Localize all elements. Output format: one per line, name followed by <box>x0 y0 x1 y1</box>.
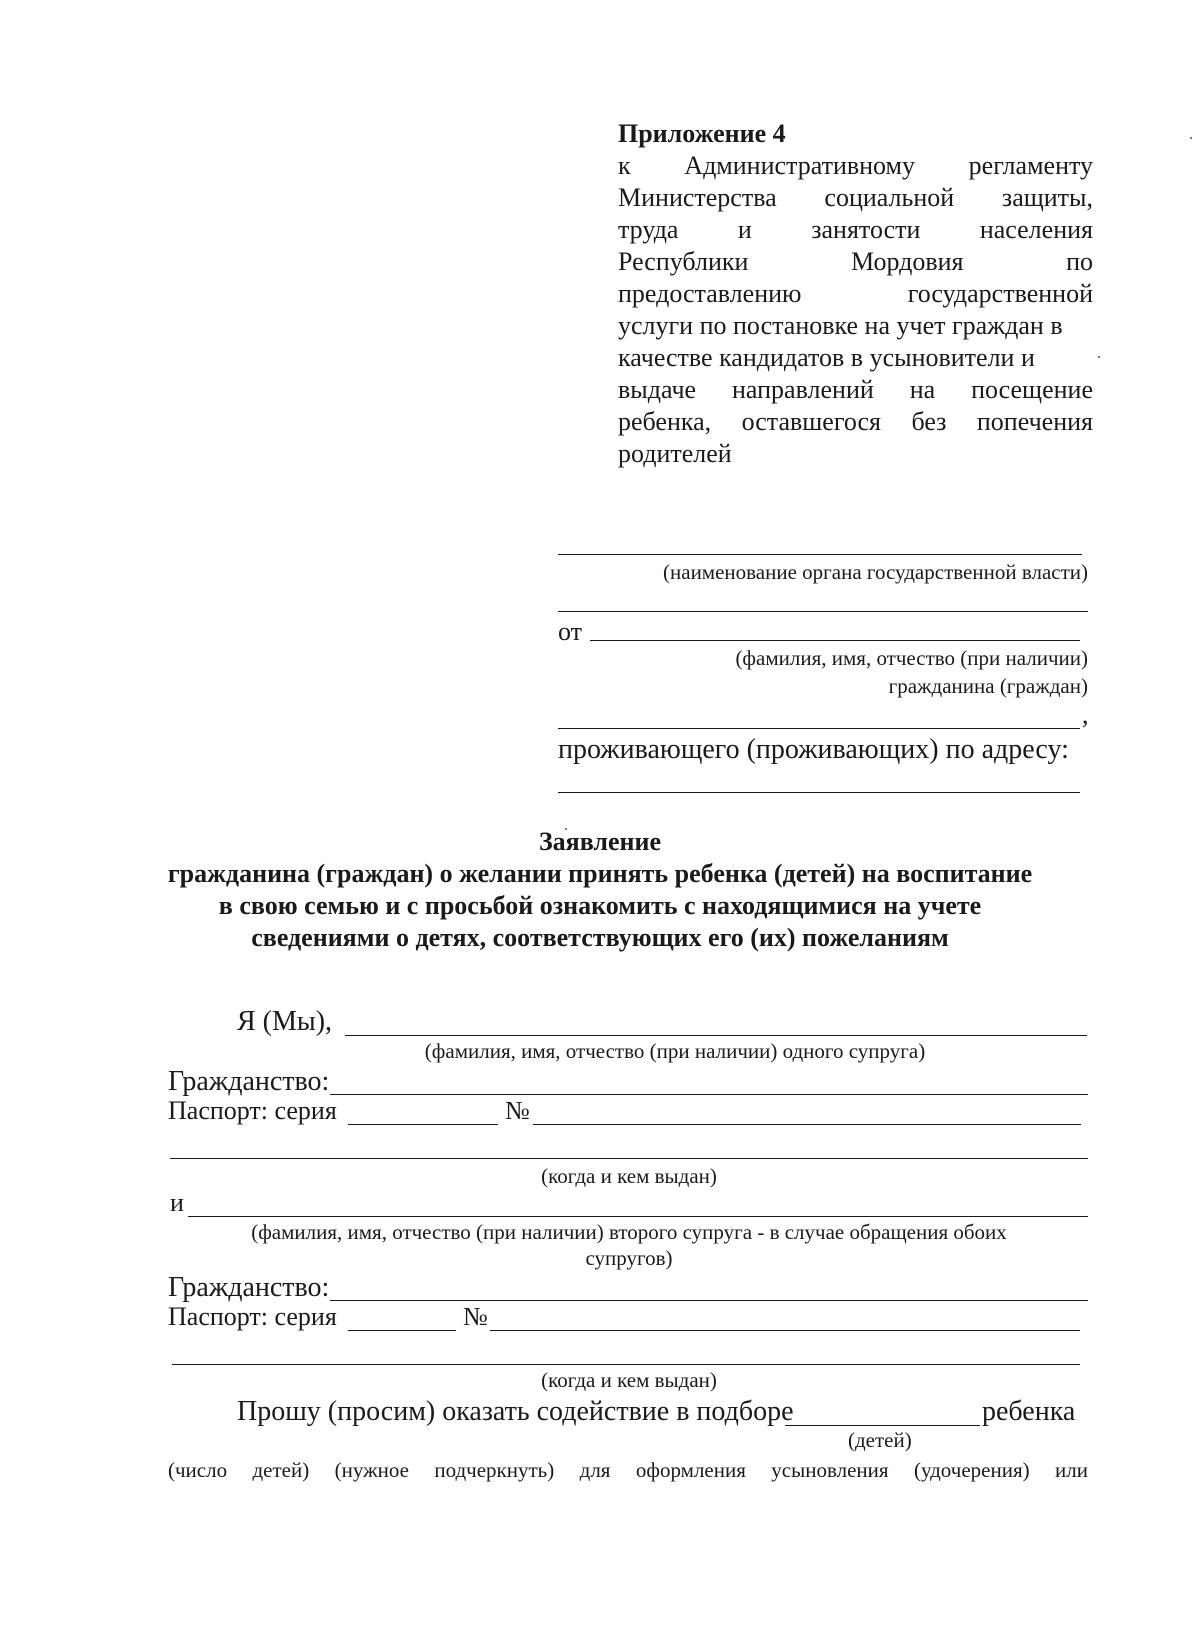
passport-series-label-2: Паспорт: серия <box>168 1302 337 1331</box>
passport-series-label: Паспорт: серия <box>168 1096 337 1125</box>
appendix-word: выдаче <box>618 375 697 404</box>
document-subtitle-line: гражданина (граждан) о желании принять ребенка (детей) на воспитание <box>167 859 1033 888</box>
appendix-word: оставшегося <box>741 407 882 436</box>
line-word: подчеркнуть) <box>434 1458 555 1482</box>
request-continuation-line <box>168 1458 1088 1483</box>
address-line[interactable] <box>558 792 1080 793</box>
scan-speck <box>1098 356 1100 358</box>
line-word: для <box>579 1458 611 1482</box>
appendix-block <box>618 118 1093 470</box>
comma: , <box>1082 700 1089 729</box>
appendix-line <box>618 310 1093 342</box>
appendix-word: попечения <box>976 407 1093 436</box>
appendix-word: ребенка, <box>618 407 712 436</box>
line-word: или <box>1055 1458 1088 1482</box>
appendix-word: родителей <box>618 439 732 468</box>
appendix-word: по <box>1066 247 1093 276</box>
passport-number-line-2[interactable] <box>490 1330 1080 1331</box>
appendix-word: Республики <box>618 247 749 276</box>
spouse1-name-line[interactable] <box>345 1035 1087 1036</box>
children-caption: (детей) <box>848 1428 912 1452</box>
appendix-line <box>618 182 1093 214</box>
appendix-line <box>618 342 1093 374</box>
spouse2-caption-2: супругов) <box>585 1246 673 1270</box>
scan-speck <box>1190 137 1192 139</box>
citizenship-label: Гражданство: <box>168 1066 330 1097</box>
spouse2-name-line[interactable] <box>188 1216 1088 1217</box>
request-text: Прошу (просим) оказать содействие в подборе <box>237 1396 794 1427</box>
authority-name-line-2[interactable] <box>558 611 1088 612</box>
applicant-name-line[interactable] <box>590 640 1080 641</box>
appendix-word: на <box>909 375 936 404</box>
appendix-title: Приложение 4 <box>618 119 786 148</box>
issued-line-1[interactable] <box>170 1158 1088 1159</box>
appendix-word: Мордовия <box>851 247 964 276</box>
child-word: ребенка <box>982 1396 1076 1427</box>
appendix-word: социальной <box>824 183 955 212</box>
appendix-word: занятости <box>811 215 921 244</box>
appendix-word: посещение <box>971 375 1093 404</box>
line-word: детей) <box>252 1458 310 1482</box>
appendix-word: защиты, <box>1001 183 1093 212</box>
appendix-word: и <box>737 215 752 244</box>
children-count-line[interactable] <box>785 1425 980 1426</box>
issued-caption-2: (когда и кем выдан) <box>541 1368 717 1392</box>
citizenship-line-2[interactable] <box>330 1300 1088 1301</box>
line-word: (число <box>168 1458 228 1482</box>
appendix-word: труда <box>618 215 679 244</box>
spouse2-caption: (фамилия, имя, отчество (при наличии) второго супруга - в случае обращения обоих <box>251 1220 1007 1244</box>
line-word: (удочерения) <box>913 1458 1030 1482</box>
appendix-word: Министерства <box>618 183 777 212</box>
line-word: усыновления <box>771 1458 889 1482</box>
authority-caption: (наименование органа государственной власти) <box>663 560 1088 584</box>
appendix-word: к <box>618 151 631 180</box>
appendix-word: без <box>911 407 947 436</box>
passport-series-line-2[interactable] <box>348 1330 456 1331</box>
citizenship-label-2: Гражданство: <box>168 1272 330 1303</box>
authority-name-line[interactable] <box>558 554 1082 555</box>
residing-label: проживающего (проживающих) по адресу: <box>558 734 1069 765</box>
and-label: и <box>170 1188 184 1217</box>
citizenship-line-1[interactable] <box>330 1094 1088 1095</box>
appendix-word: населения <box>979 215 1093 244</box>
spouse1-caption: (фамилия, имя, отчество (при наличии) одного супруга) <box>424 1039 926 1063</box>
appendix-line <box>618 214 1093 246</box>
passport-number-line-1[interactable] <box>533 1124 1081 1125</box>
appendix-word: государственной <box>907 279 1093 308</box>
appendix-line <box>618 438 1093 470</box>
number-sign: № <box>505 1096 530 1125</box>
appendix-word: предоставлению <box>618 279 802 308</box>
appendix-line <box>618 278 1093 310</box>
appendix-line <box>618 150 1093 182</box>
passport-series-line-1[interactable] <box>348 1124 498 1125</box>
appendix-word: Административному <box>684 151 916 180</box>
appendix-word: качестве кандидатов в усыновители и <box>618 343 1035 372</box>
issued-line-2[interactable] <box>172 1364 1080 1365</box>
number-sign-2: № <box>463 1302 488 1331</box>
appendix-line <box>618 246 1093 278</box>
appendix-line <box>618 406 1093 438</box>
document-title: Заявление <box>538 827 662 856</box>
i-we-label: Я (Мы), <box>237 1006 333 1037</box>
line-word: (нужное <box>334 1458 409 1482</box>
applicant-name-line-2[interactable] <box>558 728 1080 729</box>
appendix-word: регламенту <box>968 151 1093 180</box>
document-subtitle-line: в свою семью и с просьбой ознакомить с находящимися на учете <box>218 891 982 920</box>
issued-caption-1: (когда и кем выдан) <box>541 1164 717 1188</box>
appendix-word: услуги по постановке на учет граждан в <box>618 311 1063 340</box>
fio-caption: (фамилия, имя, отчество (при наличии) <box>735 646 1088 670</box>
document-subtitle-line: сведениями о детях, соответствующих его (их) пожеланиям <box>251 923 949 952</box>
line-word: оформления <box>635 1458 746 1482</box>
appendix-line <box>618 374 1093 406</box>
appendix-word: направлений <box>732 375 874 404</box>
from-label: от <box>558 617 583 646</box>
fio-caption-2: гражданина (граждан) <box>888 674 1088 698</box>
